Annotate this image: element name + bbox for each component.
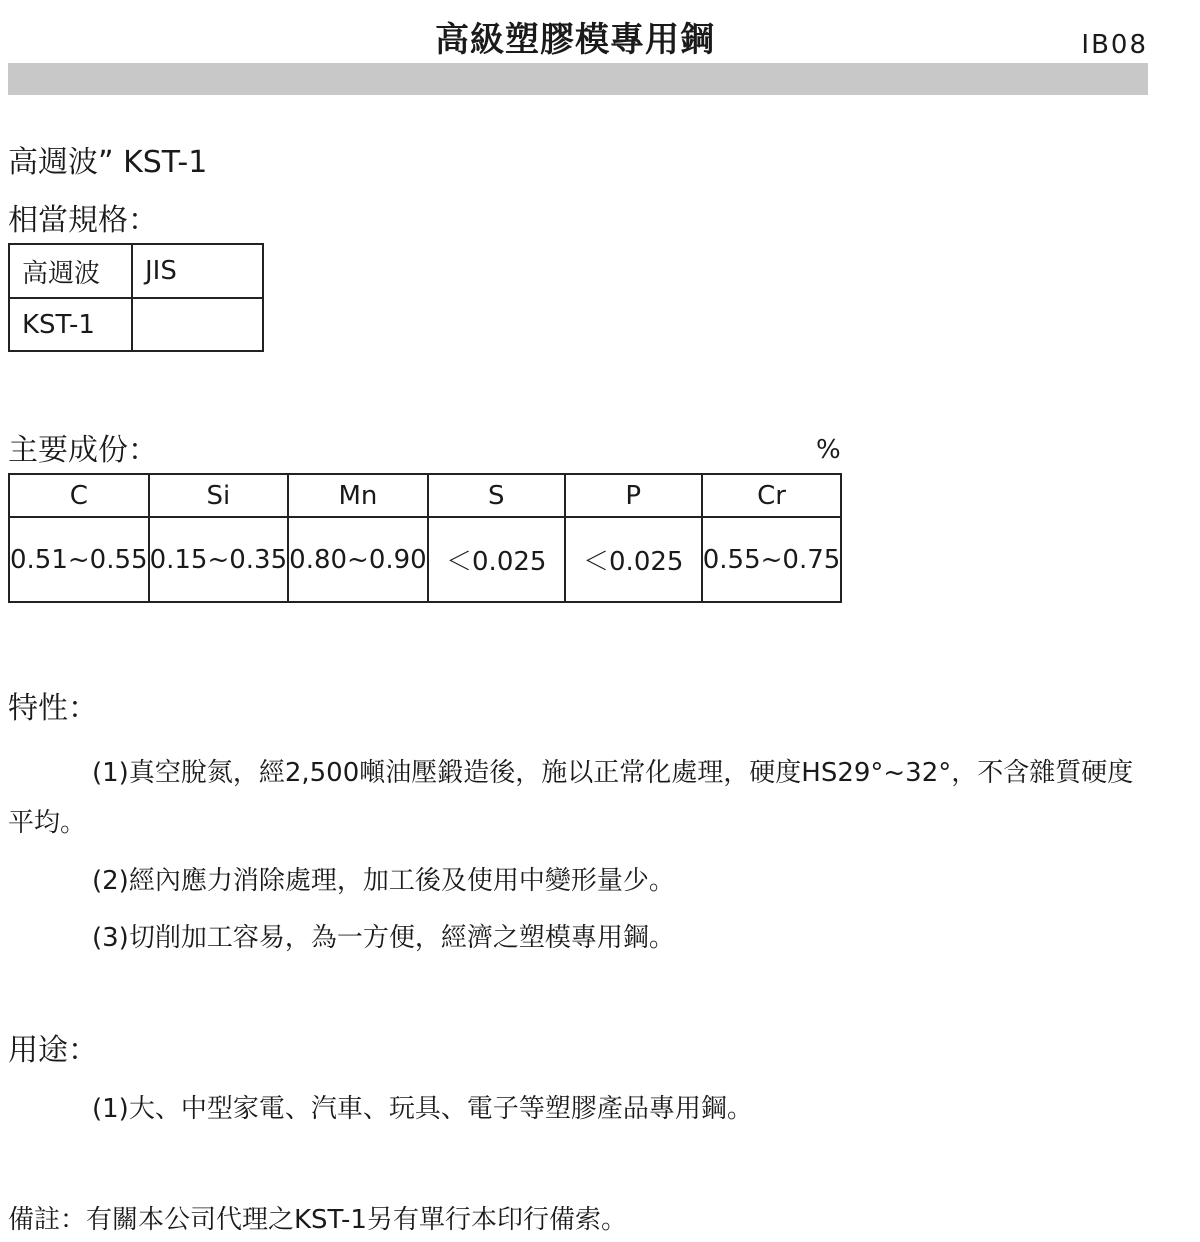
application-item: (1)大、中型家電、汽車、玩具、電子等塑膠產品專用鋼。: [92, 1094, 753, 1124]
property-item: (2)經內應力消除處理，加工後及使用中變形量少。: [92, 866, 675, 896]
product-name: 高週波” KST-1: [8, 145, 208, 180]
property-item: (1)真空脫氮，經2,500噸油壓鍛造後，施以正常化處理，硬度HS29°~32°，不含雜質硬度平均。: [8, 758, 1134, 838]
table-cell: ＜0.025: [565, 517, 702, 602]
column-header: Mn: [288, 474, 428, 517]
composition-table: [8, 473, 842, 603]
table-cell: [132, 298, 263, 351]
properties-heading: 特性：: [8, 691, 98, 726]
table-cell: 0.51~0.55: [9, 517, 149, 602]
column-header: P: [565, 474, 702, 517]
table-header-row: [9, 474, 841, 517]
column-header: Si: [149, 474, 289, 517]
page-title: 高級塑膠模專用鋼: [435, 20, 715, 60]
table-row: [9, 298, 263, 351]
property-item: (3)切削加工容易，為一方便，經濟之塑模專用鋼。: [92, 923, 675, 953]
table-row: [9, 517, 841, 602]
table-cell: JIS: [132, 244, 263, 298]
footnote: 備註：有關本公司代理之KST-1另有單行本印行備索。: [8, 1205, 627, 1235]
table-cell: KST-1: [9, 298, 132, 351]
table-row: [9, 244, 263, 298]
header-divider-bar: [8, 63, 1148, 95]
table-cell: ＜0.025: [428, 517, 565, 602]
table-cell: 0.55~0.75: [702, 517, 842, 602]
column-header: C: [9, 474, 149, 517]
composition-heading: 主要成份：: [8, 433, 158, 468]
equivalent-spec-table: [8, 243, 264, 352]
composition-unit: %: [816, 435, 841, 465]
table-cell: 高週波: [9, 244, 132, 298]
table-cell: 0.15~0.35: [149, 517, 289, 602]
column-header: Cr: [702, 474, 842, 517]
applications-heading: 用途：: [8, 1033, 98, 1068]
table-cell: 0.80~0.90: [288, 517, 428, 602]
equivalent-spec-heading: 相當規格：: [8, 203, 158, 238]
column-header: S: [428, 474, 565, 517]
document-code: IB08: [1081, 30, 1148, 60]
